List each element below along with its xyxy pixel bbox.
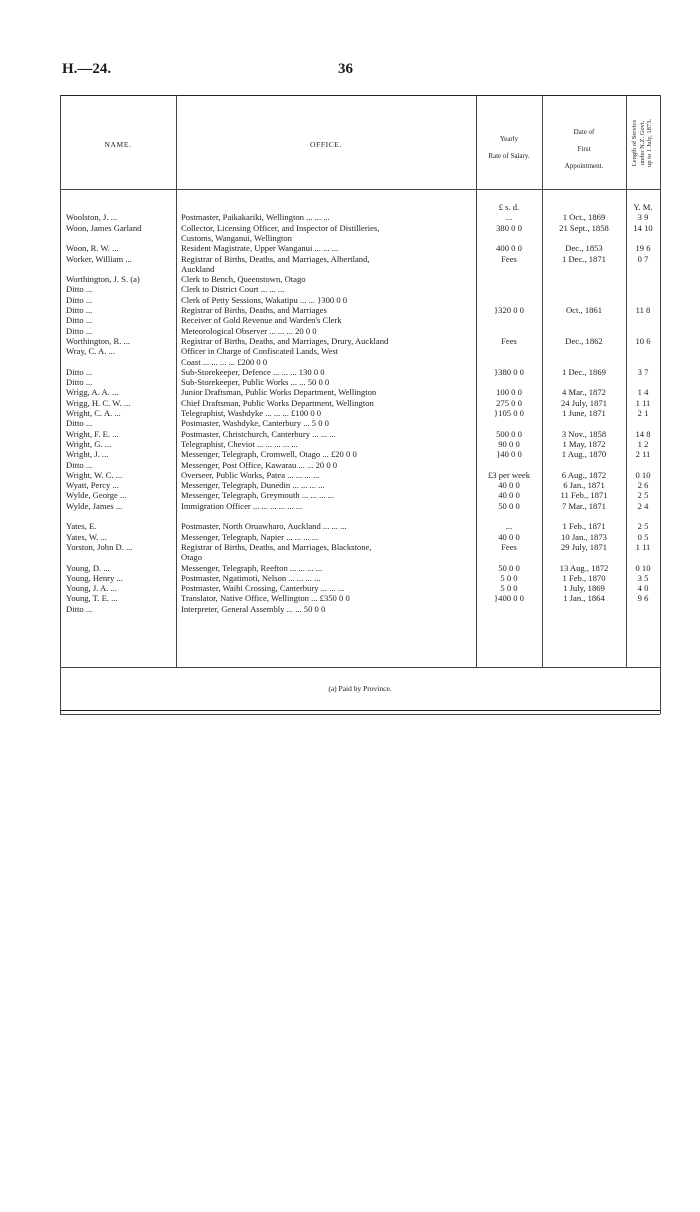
name-cell: Woolston, J. ... — [66, 212, 118, 223]
salary-cell: 275 0 0 — [496, 397, 522, 408]
name-cell: Ditto ... — [66, 294, 93, 305]
name-cell: Yorston, John D. ... — [66, 541, 133, 552]
name-cell: Wright, G. ... — [66, 438, 112, 449]
table-row — [0, 573, 700, 583]
table-row — [0, 542, 700, 552]
date-cell: 6 Jan., 1871 — [563, 480, 605, 491]
office-cell: Meteorological Observer ... ... ... 20 0 0 — [181, 325, 317, 336]
salary-cell: }40 0 0 — [496, 449, 522, 460]
length-cell: 11 8 — [635, 305, 651, 315]
table-row — [0, 387, 700, 397]
name-cell: Woon, James Garland — [66, 222, 142, 233]
table-row — [0, 254, 700, 264]
table-row — [0, 593, 700, 603]
name-cell: Wright, J. ... — [66, 449, 109, 460]
length-cell: 1 11 — [635, 541, 651, 552]
table-row — [0, 501, 700, 511]
office-cell: Clerk of Petty Sessions, Wakatipu ... ... }300 0 0 — [181, 294, 348, 305]
date-cell: 3 Nov., 1858 — [561, 428, 607, 439]
date-cell: 1 Oct., 1869 — [562, 212, 606, 223]
length-cell: 3 5 — [637, 572, 649, 583]
office-cell: Postmaster, Christchurch, Canterbury ... ... ... — [181, 428, 336, 439]
salary-cell: 5 0 0 — [500, 583, 518, 594]
office-cell: Clerk to District Court ... ... ... — [181, 284, 285, 295]
table-row — [0, 315, 700, 325]
header-date-line3: Appointment. — [564, 162, 604, 170]
office-cell: Messenger, Telegraph, Cromwell, Otago ... £20 0 0 — [181, 449, 357, 460]
name-cell: Wylde, George ... — [66, 490, 127, 501]
salary-cell: 5 0 0 — [500, 572, 518, 583]
office-cell: Officer in Charge of Confiscated Lands, West — [181, 346, 339, 357]
length-cell: Y. M. — [633, 202, 653, 212]
length-cell: 1 11 — [635, 397, 651, 408]
office-cell: Postmaster, Ngatimoti, Nelson ... ... ... ... — [181, 572, 321, 583]
salary-cell: 40 0 0 — [498, 531, 520, 542]
length-cell: 3 9 — [637, 212, 649, 223]
table-row — [0, 398, 700, 408]
header-length-line2: under N.Z. Govt. — [638, 120, 646, 166]
table-row — [0, 357, 700, 367]
table-row — [0, 408, 700, 418]
length-cell: 2 11 — [635, 449, 651, 460]
salary-cell: 90 0 0 — [498, 438, 520, 449]
name-cell: Worker, William ... — [66, 253, 132, 264]
office-cell: Telegraphist, Cheviot ... ... ... ... ... — [181, 438, 298, 449]
header-length-line3: up to 1 July, 1873. — [645, 119, 653, 167]
office-cell: Receiver of Gold Revenue and Warden's Clerk — [181, 315, 342, 326]
table-row — [0, 233, 700, 243]
office-cell: Telegraphist, Washdyke ... ... ... £100 0 0 — [181, 408, 322, 418]
table-row — [0, 470, 700, 480]
office-cell: Registrar of Births, Deaths, and Marriages, Drury, Auckland — [181, 335, 389, 346]
salary-cell: 50 0 0 — [498, 562, 520, 573]
name-cell: Ditto ... — [66, 418, 93, 429]
salary-cell: Fees — [501, 335, 517, 346]
table-row — [0, 583, 700, 593]
date-cell: Dec., 1853 — [565, 243, 603, 254]
page-reference: H.—24. — [62, 61, 112, 77]
name-cell: Yates, E. — [66, 521, 97, 532]
date-cell: 7 Mar., 1871 — [562, 500, 606, 511]
salary-cell: 40 0 0 — [498, 480, 520, 491]
date-cell: 11 Feb., 1871 — [560, 490, 608, 501]
date-cell: 24 July, 1871 — [561, 397, 607, 408]
date-cell: 21 Sept., 1858 — [559, 222, 609, 233]
office-cell: Postmaster, North Oruawharo, Auckland ... ... ... — [181, 521, 347, 532]
salary-cell: ... — [505, 212, 513, 223]
date-cell: 1 July, 1869 — [563, 583, 605, 594]
salary-cell: }400 0 0 — [494, 593, 524, 604]
date-cell: 1 Dec., 1871 — [562, 253, 606, 264]
length-cell: 10 6 — [635, 335, 651, 346]
salary-cell: Fees — [501, 541, 517, 552]
name-cell: Ditto ... — [66, 325, 93, 336]
office-cell: Auckland — [181, 263, 215, 274]
office-cell: Sub-Storekeeper, Public Works ... ... 50 0 0 — [181, 377, 330, 388]
date-cell: 1 Aug., 1870 — [561, 449, 607, 460]
date-cell: 10 Jan., 1873 — [561, 531, 607, 542]
office-cell: Postmaster, Paikakariki, Wellington ... ... ... — [181, 212, 330, 223]
length-cell: 1 4 — [637, 387, 649, 398]
salary-cell: ... — [505, 521, 513, 532]
name-cell: Wright, F. E. ... — [66, 428, 119, 439]
table-row — [0, 295, 700, 305]
date-cell: 1 June, 1871 — [562, 408, 606, 418]
date-cell: 1 May, 1872 — [562, 438, 606, 449]
table-row — [0, 264, 700, 274]
office-cell: Immigration Officer ... ... ... ... ... ... — [181, 500, 303, 511]
name-cell: Wylde, James ... — [66, 500, 123, 511]
name-cell: Ditto ... — [66, 284, 93, 295]
salary-cell: 40 0 0 — [498, 490, 520, 501]
name-cell: Young, J. A. ... — [66, 583, 117, 594]
office-cell: Registrar of Births, Deaths, and Marriages, Blackstone, — [181, 541, 372, 552]
office-cell: Messenger, Telegraph, Reefton ... ... ... ... — [181, 562, 323, 573]
office-cell: Collector, Licensing Officer, and Inspector of Distilleries, — [181, 222, 380, 233]
office-cell: Chief Draftsman, Public Works Department, Wellington — [181, 397, 374, 408]
date-cell: 6 Aug., 1872 — [561, 469, 607, 480]
name-cell: Ditto ... — [66, 315, 93, 326]
name-cell: Ditto ... — [66, 603, 93, 614]
header-name: NAME. — [104, 140, 132, 149]
salary-cell: £ s. d. — [498, 202, 520, 212]
office-cell: Overseer, Public Works, Patea ... ... ... ... — [181, 469, 320, 480]
footnote-rule — [60, 667, 660, 668]
table-row — [0, 418, 700, 428]
length-cell: 0 10 — [635, 469, 651, 480]
length-cell: 2 4 — [637, 500, 649, 511]
table-row — [0, 305, 700, 315]
length-cell: 19 6 — [635, 243, 651, 254]
header-rule — [60, 189, 660, 190]
table-bottom-rule — [60, 710, 660, 711]
name-cell: Ditto ... — [66, 366, 93, 377]
header-salary-line1: Yearly — [499, 135, 519, 143]
table-row — [0, 326, 700, 336]
length-cell: 2 6 — [637, 480, 649, 491]
table-row — [0, 521, 700, 531]
header-length-line1: Length of Service — [630, 119, 638, 167]
length-cell: 1 2 — [637, 438, 649, 449]
table-row — [0, 367, 700, 377]
office-cell: Messenger, Post Office, Kawarau ... ... 20 0 0 — [181, 459, 338, 470]
table-row — [0, 284, 700, 294]
table-row — [0, 604, 700, 614]
salary-cell: 400 0 0 — [496, 243, 522, 254]
name-cell: Ditto ... — [66, 305, 93, 315]
length-cell: 2 5 — [637, 490, 649, 501]
date-cell: 13 Aug., 1872 — [559, 562, 609, 573]
name-cell: Young, D. ... — [66, 562, 110, 573]
office-cell: Messenger, Telegraph, Dunedin ... ... ... ... — [181, 480, 325, 491]
table-row — [0, 274, 700, 284]
table-row — [0, 212, 700, 222]
office-cell: Postmaster, Washdyke, Canterbury ... 5 0 0 — [181, 418, 329, 429]
name-cell: Wright, C. A. ... — [66, 408, 121, 418]
salary-cell: }380 0 0 — [494, 366, 524, 377]
table-row — [0, 480, 700, 490]
salary-cell: }320 0 0 — [494, 305, 524, 315]
name-cell: Wrigg, A. A. ... — [66, 387, 119, 398]
table-bottom-rule-thin — [60, 714, 660, 715]
name-cell: Wyatt, Percy ... — [66, 480, 119, 491]
table-row — [0, 490, 700, 500]
table-row — [0, 243, 700, 253]
date-cell: 1 Dec., 1869 — [562, 366, 606, 377]
length-cell: 0 7 — [637, 253, 649, 264]
length-cell: 9 6 — [637, 593, 649, 604]
length-cell: 2 1 — [637, 408, 649, 418]
table-row — [0, 460, 700, 470]
office-cell: Registrar of Births, Deaths, and Marriages — [181, 305, 327, 315]
header-date-line2: First — [577, 145, 591, 153]
date-cell: 4 Mar., 1872 — [562, 387, 606, 398]
office-cell: Postmaster, Waihi Crossing, Canterbury ... ... ... — [181, 583, 345, 594]
header-date-line1: Date of — [573, 128, 595, 136]
table-row — [0, 223, 700, 233]
length-cell: 14 10 — [633, 222, 653, 233]
header-length-of-service — [627, 99, 657, 187]
office-cell: Clerk to Bench, Queenstown, Otago — [181, 274, 306, 285]
office-cell: Sub-Storekeeper, Defence ... ... ... 130 0 0 — [181, 366, 325, 377]
salary-cell: 500 0 0 — [496, 428, 522, 439]
office-cell: Messenger, Telegraph, Greymouth ... ... ... ... — [181, 490, 335, 501]
office-cell: Messenger, Telegraph, Napier ... ... ... ... — [181, 531, 319, 542]
name-cell: Wray, C. A. ... — [66, 346, 115, 357]
office-cell: Resident Magistrate, Upper Wanganui ... ... ... — [181, 243, 339, 254]
office-cell: Interpreter, General Assembly ... ... 50 0 0 — [181, 603, 326, 614]
salary-cell: £3 per week — [488, 469, 530, 480]
table-row — [0, 377, 700, 387]
table-row — [0, 511, 700, 521]
office-cell: Junior Draftsman, Public Works Department, Wellington — [181, 387, 377, 398]
salary-cell: }105 0 0 — [494, 408, 524, 418]
length-cell: 4 0 — [637, 583, 649, 594]
length-cell: 14 8 — [635, 428, 651, 439]
table-row — [0, 202, 700, 212]
table-row — [0, 532, 700, 542]
date-cell: 1 Feb., 1870 — [562, 572, 606, 583]
table-row — [0, 346, 700, 356]
length-cell: 3 7 — [637, 366, 649, 377]
table-row — [0, 552, 700, 562]
name-cell: Yates, W. ... — [66, 531, 107, 542]
table-row — [0, 429, 700, 439]
date-cell: 1 Jan., 1864 — [563, 593, 605, 604]
name-cell: Woon, R. W. ... — [66, 243, 119, 254]
name-cell: Wright, W. C. ... — [66, 469, 123, 480]
salary-cell: 100 0 0 — [496, 387, 522, 398]
name-cell: Worthington, J. S. (a) — [66, 274, 140, 285]
date-cell: 1 Feb., 1871 — [562, 521, 606, 532]
office-cell: Customs, Wanganui, Wellington — [181, 232, 292, 243]
date-cell: Oct., 1861 — [565, 305, 603, 315]
header-office: OFFICE. — [310, 140, 342, 149]
name-cell: Ditto ... — [66, 377, 93, 388]
name-cell: Young, T. E. ... — [66, 593, 118, 604]
table-row — [0, 563, 700, 573]
length-cell: 0 10 — [635, 562, 651, 573]
salary-cell: 380 0 0 — [496, 222, 522, 233]
table-row — [0, 439, 700, 449]
name-cell: Ditto ... — [66, 459, 93, 470]
length-cell: 0 5 — [637, 531, 649, 542]
header-salary-line2: Rate of Salary. — [488, 152, 530, 160]
name-cell: Wrigg, H. C. W. ... — [66, 397, 131, 408]
date-cell: Dec., 1862 — [565, 335, 603, 346]
salary-cell: Fees — [501, 253, 517, 264]
office-cell: Otago — [181, 552, 203, 563]
name-cell: Worthington, R. ... — [66, 335, 130, 346]
footnote: (a) Paid by Province. — [328, 684, 392, 693]
date-cell: 29 July, 1871 — [561, 541, 607, 552]
office-cell: Coast ... ... ... ... £200 0 0 — [181, 356, 268, 367]
name-cell: Young, Henry ... — [66, 572, 123, 583]
salary-cell: 50 0 0 — [498, 500, 520, 511]
page-number: 36 — [338, 61, 353, 77]
office-cell: Registrar of Births, Deaths, and Marriages, Albertland, — [181, 253, 370, 264]
office-cell: Translator, Native Office, Wellington ... £350 0 0 — [181, 593, 350, 604]
table-row — [0, 449, 700, 459]
table-top-rule — [60, 95, 660, 96]
table-row — [0, 336, 700, 346]
length-cell: 2 5 — [637, 521, 649, 532]
